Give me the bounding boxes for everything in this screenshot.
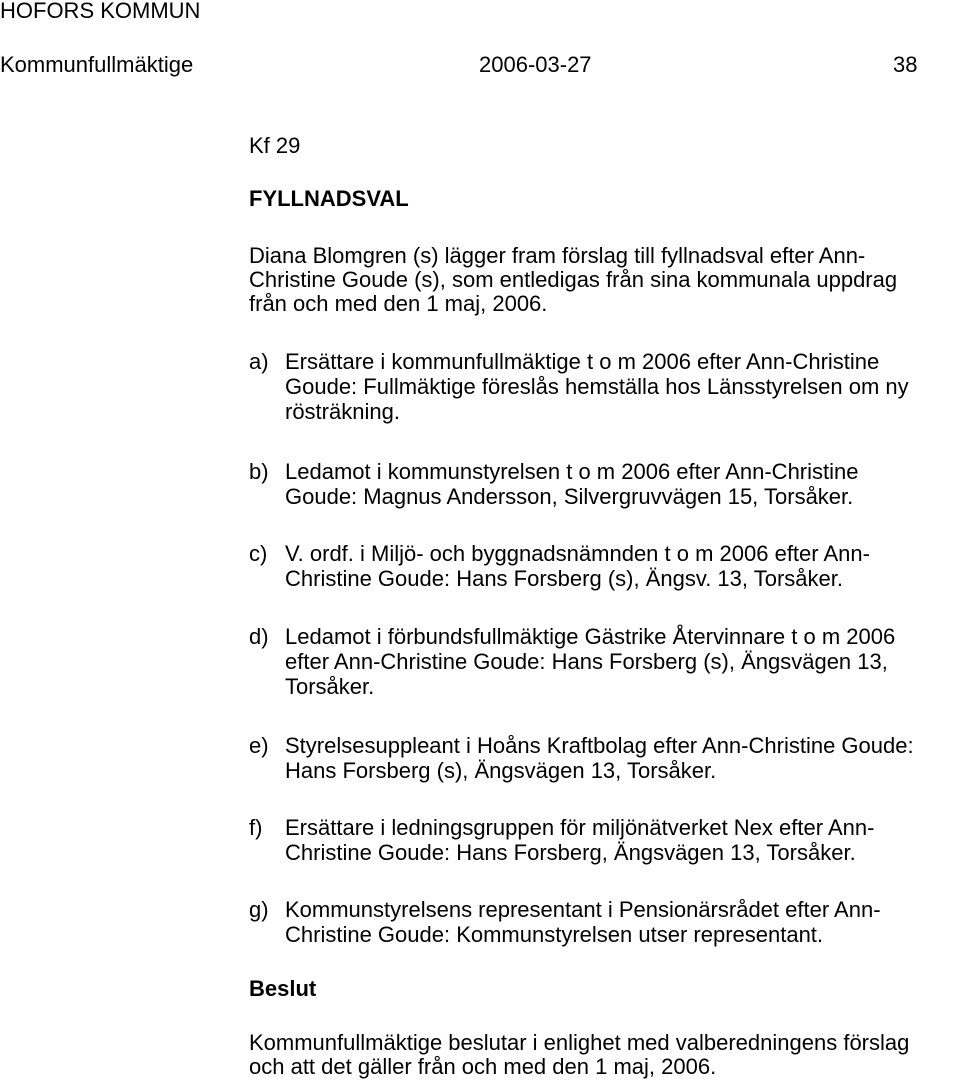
text-line: från och med den 1 maj, 2006. <box>249 291 548 316</box>
list-item-label: c) <box>249 541 268 566</box>
intro-paragraph <box>249 244 960 316</box>
list-item-text <box>285 733 914 783</box>
text-line: Christine Goude: Kommunstyrelsen utser representant. <box>285 922 824 947</box>
list-item-text <box>285 349 909 424</box>
meeting-date: 2006-03-27 <box>479 52 592 77</box>
organization-name: HOFORS KOMMUN <box>0 0 201 23</box>
text-line: Christine Goude: Hans Forsberg, Ängsvägen 13, Torsåker. <box>285 840 856 865</box>
list-item-text <box>285 815 874 865</box>
list-item-label: e) <box>249 733 269 758</box>
text-line: Hans Forsberg (s), Ängsvägen 13, Torsåker. <box>285 758 717 783</box>
list-item-text <box>285 897 881 947</box>
text-line: Ersättare i ledningsgruppen för miljönätverket Nex efter Ann- <box>285 815 875 840</box>
text-line: Goude: Magnus Andersson, Silvergruvvägen 15, Torsåker. <box>285 484 854 509</box>
list-item-label: a) <box>249 349 269 374</box>
text-line: och att det gäller från och med den 1 maj, 2006. <box>249 1054 717 1079</box>
text-line: Torsåker. <box>285 674 375 699</box>
text-line: efter Ann-Christine Goude: Hans Forsberg (s), Ängsvägen 13, <box>285 649 888 674</box>
text-line: rösträkning. <box>285 399 400 424</box>
page-number: 38 <box>893 52 918 77</box>
list-item-label: b) <box>249 459 269 484</box>
list-item-text <box>285 541 870 591</box>
text-line: Ledamot i förbundsfullmäktige Gästrike Återvinnare t o m 2006 <box>285 624 896 649</box>
text-line: Kommunfullmäktige beslutar i enlighet med valberedningens förslag <box>249 1030 910 1055</box>
meeting-body: Kommunfullmäktige <box>0 52 194 77</box>
text-line: Goude: Fullmäktige föreslås hemställa hos Länsstyrelsen om ny <box>285 374 909 399</box>
list-item-label: d) <box>249 624 269 649</box>
list-item-text <box>285 459 859 509</box>
section-id: Kf 29 <box>249 133 301 158</box>
text-line: V. ordf. i Miljö- och byggnadsnämnden t o m 2006 efter Ann- <box>285 541 870 566</box>
text-line: Christine Goude: Hans Forsberg (s), Ängsv. 13, Torsåker. <box>285 566 843 591</box>
text-line: Christine Goude (s), som entledigas från sina kommunala uppdrag <box>249 267 898 292</box>
decision-paragraph <box>249 1031 960 1079</box>
text-line: Ersättare i kommunfullmäktige t o m 2006 efter Ann-Christine <box>285 349 880 374</box>
list-item-label: f) <box>249 815 263 840</box>
text-line: Kommunstyrelsens representant i Pensionärsrådet efter Ann- <box>285 897 881 922</box>
decision-heading: Beslut <box>249 976 317 1001</box>
text-line: Ledamot i kommunstyrelsen t o m 2006 efter Ann-Christine <box>285 459 859 484</box>
text-line: Diana Blomgren (s) lägger fram förslag till fyllnadsval efter Ann- <box>249 243 866 268</box>
list-item-text <box>285 624 895 699</box>
text-line: Styrelsesuppleant i Hoåns Kraftbolag efter Ann-Christine Goude: <box>285 733 914 758</box>
list-item-label: g) <box>249 897 269 922</box>
section-title: FYLLNADSVAL <box>249 186 409 211</box>
